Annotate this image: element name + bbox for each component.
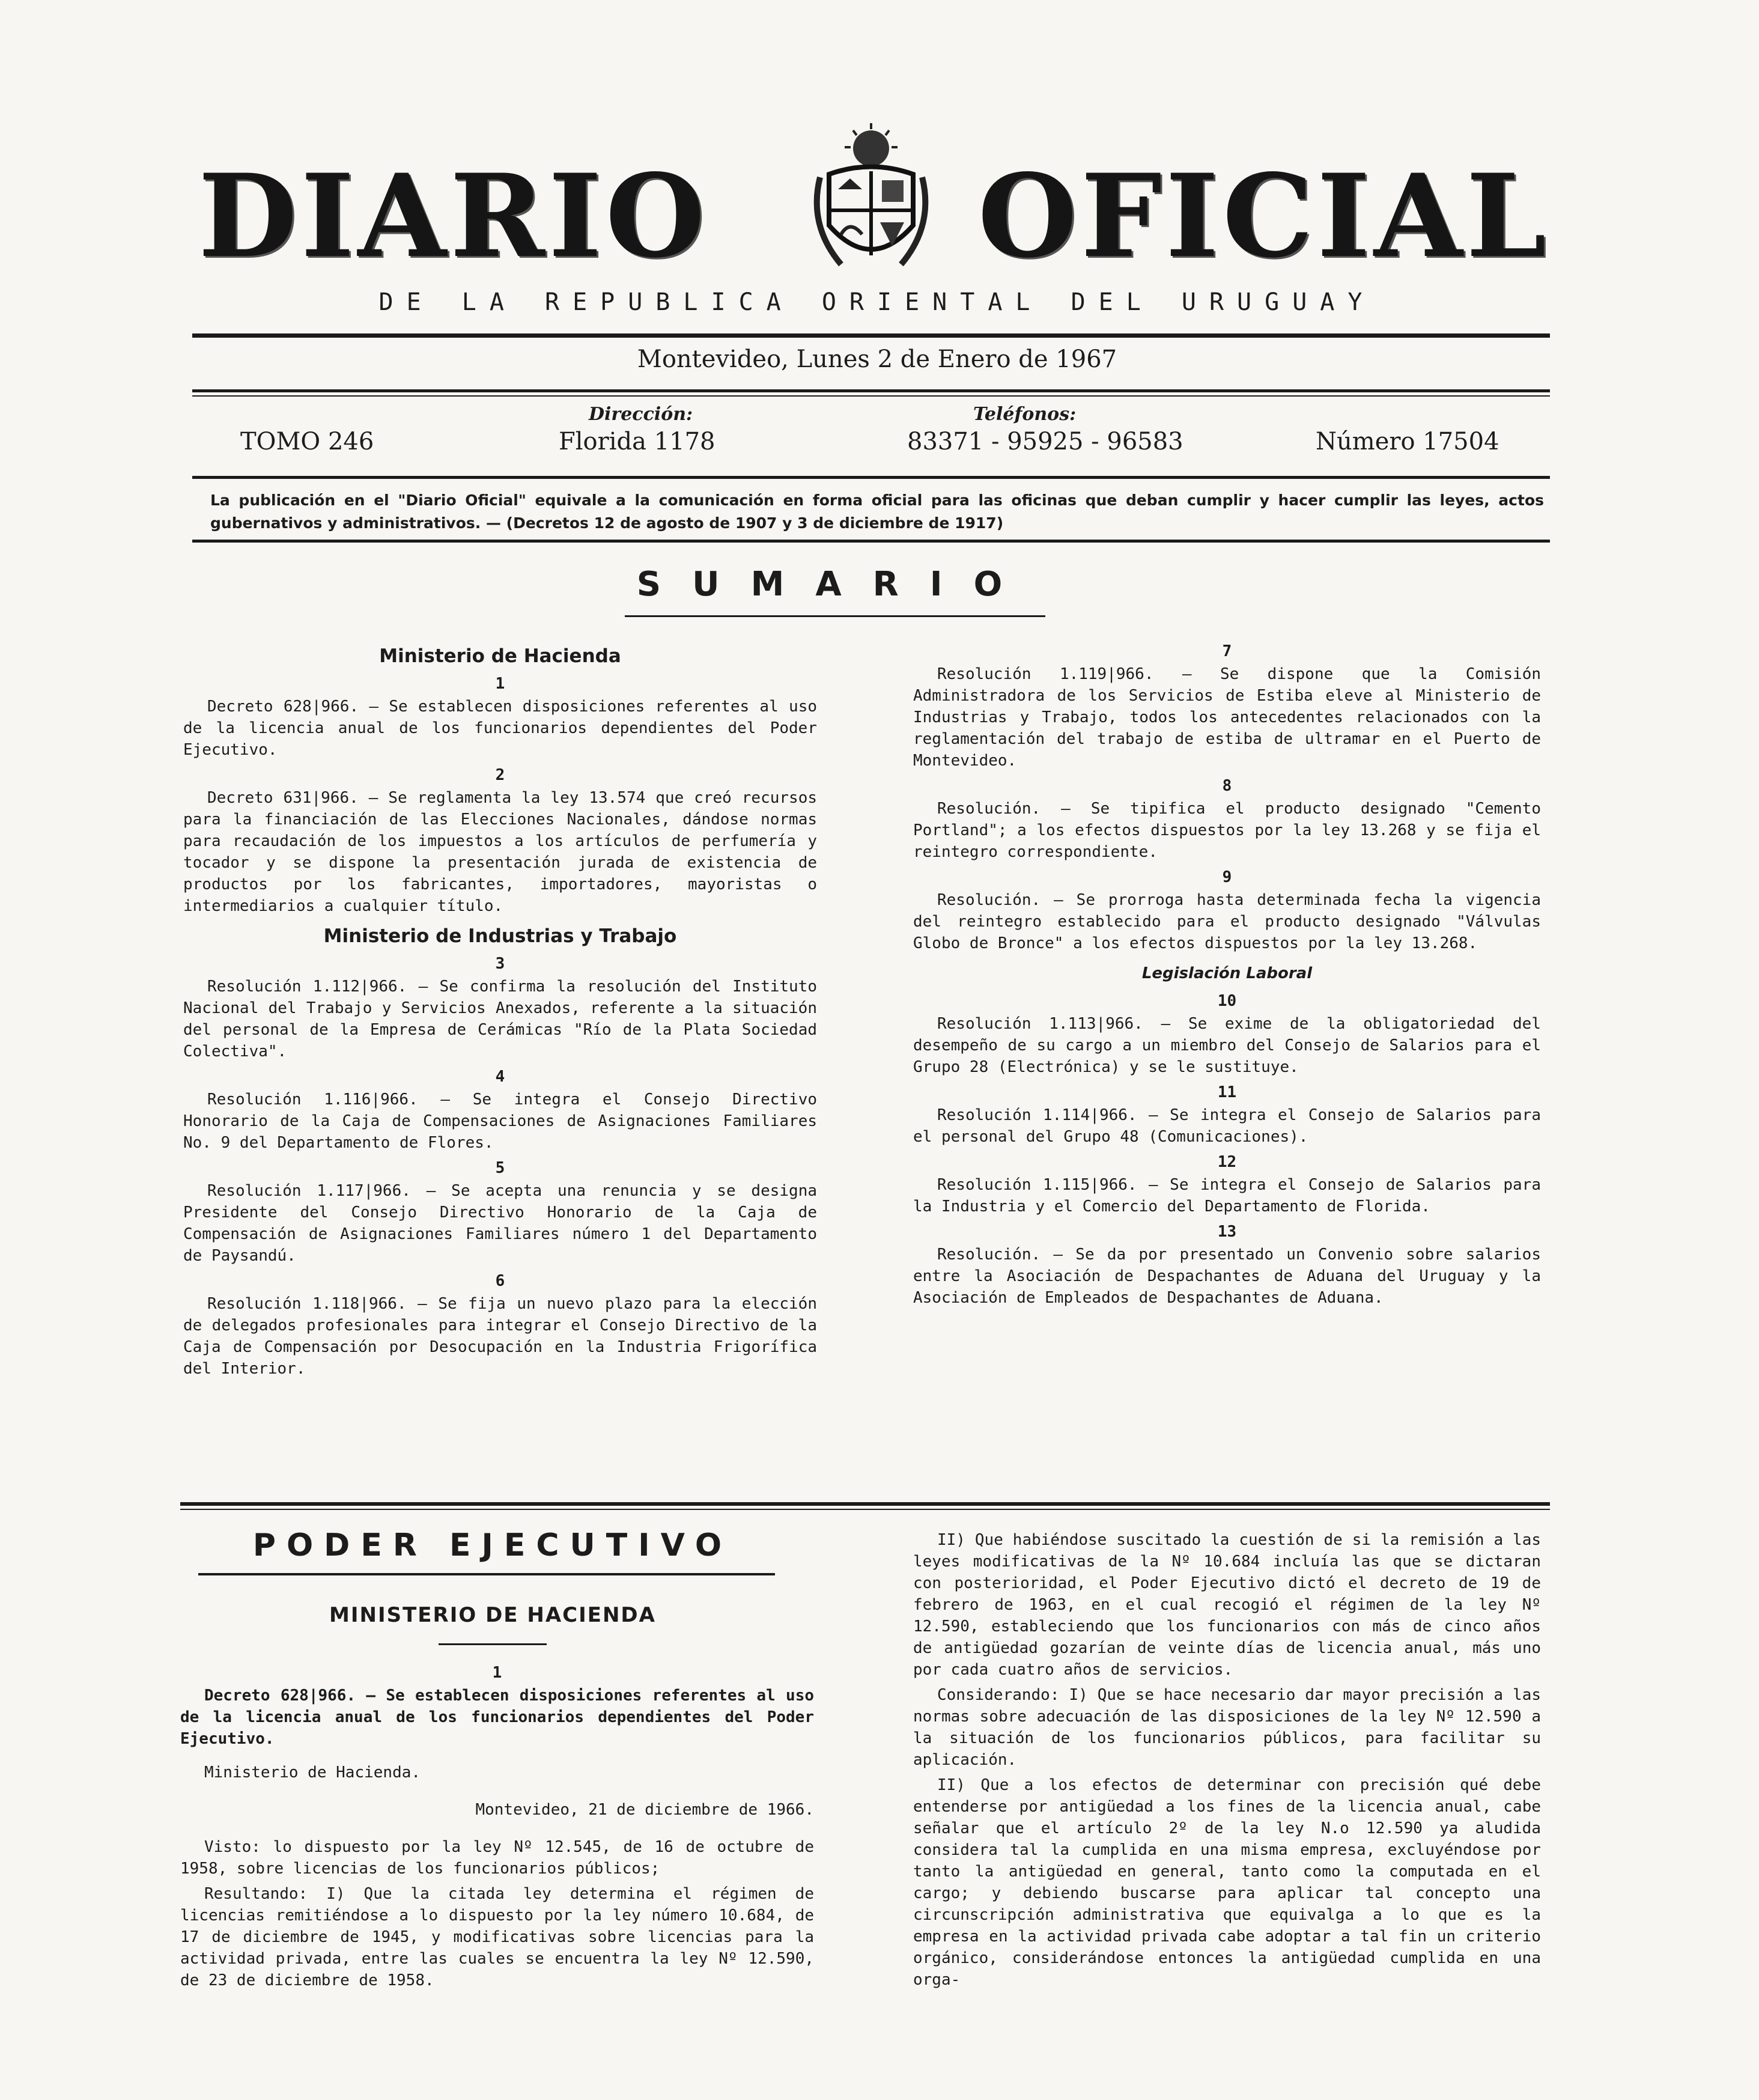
considerando-paragraph: Considerando: I) Que se hace necesario dar mayor precisión a las normas sobre adecuación de las disposiciones de la ley Nº 12.590 a la situación de los funcionarios públicos, para facilitar su aplicación. (913, 1686, 1541, 1769)
rule (198, 1573, 775, 1575)
ministry-line: Ministerio de Hacienda. (204, 1764, 421, 1782)
entry-number: 6 (495, 1272, 505, 1290)
visto-paragraph: Visto: lo dispuesto por la ley Nº 12.545, de 16 de octubre de 1958, sobre licencias de los funcionarios públicos; (180, 1838, 814, 1878)
entry-number: 10 (1217, 992, 1237, 1010)
rule (439, 1643, 547, 1645)
sumario-right-column (913, 637, 1541, 1312)
decree-left-column (180, 1658, 814, 1995)
place-date: Montevideo, 21 de diciembre de 1966. (475, 1801, 814, 1819)
sumario-title: SUMARIO (636, 565, 1034, 604)
sumario-entry: Resolución. — Se prorroga hasta determinada fecha la vigencia del reintegro establecido para el producto designado "Válvulas Globo de Bronce" a los efectos dispuestos por la ley 13.268. (913, 891, 1541, 952)
decree-right-column (913, 1529, 1541, 1994)
sumario-entry: Resolución. — Se tipifica el producto designado "Cemento Portland"; a los efectos dispuestos por la ley 13.268 y se fija el reintegro correspondiente. (913, 800, 1541, 861)
numero: Número 17504 (1316, 428, 1499, 455)
sumario-entry: Resolución 1.112|966. — Se confirma la resolución del Instituto Nacional del Trabajo y Servicios Anexados, referente a la situación del personal de la Empresa de Cerámicas "Río de la Plata Sociedad Colectiva". (183, 978, 817, 1061)
rule (180, 1502, 1550, 1506)
rule (192, 540, 1550, 543)
sumario-entry: Decreto 628|966. — Se establecen disposiciones referentes al uso de la licencia anual de los funcionarios dependientes del Poder Ejecutivo. (183, 698, 817, 759)
entry-number: 9 (1222, 868, 1232, 886)
sumario-entry: Resolución 1.114|966. — Se integra el Consejo de Salarios para el personal del Grupo 48 (Comunicaciones). (913, 1106, 1541, 1146)
legal-notice: La publicación en el "Diario Oficial" equivale a la comunicación en forma oficial para las oficinas que deban cumplir y hacer cumplir las leyes, actos gubernativos y administrativos. — (Decretos 12 de agosto de 1907 y 3 de diciembre de 1917) (210, 492, 1544, 532)
entry-number: 1 (495, 675, 505, 693)
direccion-label: Dirección: (589, 404, 693, 425)
entry-number: 1 (492, 1664, 502, 1682)
direccion: Florida 1178 (559, 428, 715, 455)
tomo: TOMO 246 (240, 428, 374, 455)
entry-number: 11 (1217, 1083, 1237, 1101)
masthead (198, 149, 1550, 283)
coat-of-arms-icon (805, 123, 937, 279)
entry-number: 12 (1217, 1153, 1237, 1171)
section-heading: Legislación Laboral (1141, 964, 1313, 982)
rule (180, 1509, 1550, 1510)
entry-number: 5 (495, 1159, 505, 1177)
telefonos-label: Teléfonos: (973, 404, 1077, 425)
sumario-entry: Resolución 1.115|966. — Se integra el Consejo de Salarios para la Industria y el Comercio del Departamento de Florida. (913, 1176, 1541, 1216)
sumario-entry: Resolución 1.113|966. — Se exime de la obligatoriedad del desempeño de su cargo a un miembro del Consejo de Salarios para el Grupo 28 (Electrónica) y se le sustituye. (913, 1015, 1541, 1076)
decree-summary: Decreto 628|966. — Se establecen disposiciones referentes al uso de la licencia anual de los funcionarios dependientes del Poder Ejecutivo. (180, 1687, 814, 1748)
resultando-ii-paragraph: II) Que habiéndose suscitado la cuestión de si la remisión a las leyes modificativas de la Nº 10.684 incluía las que se dictaran con posterioridad, el Poder Ejecutivo dictó el decreto de 19 de febrero de 1963, en el cual recogió el régimen de la ley Nº 12.590, estableciendo que los funcionarios con más de cinco años de antigüedad gozarían de veinte días de licencia anual, más uno por cada cuatro años de servicios. (913, 1531, 1541, 1679)
rule (192, 333, 1550, 338)
sumario-entry: Resolución 1.116|966. — Se integra el Consejo Directivo Honorario de la Caja de Compensaciones de Asignaciones Familiares No. 9 del Departamento de Flores. (183, 1091, 817, 1152)
rule (192, 476, 1550, 479)
ministerio-heading: MINISTERIO DE HACIENDA (329, 1603, 656, 1627)
sumario-entry: Decreto 631|966. — Se reglamenta la ley 13.574 que creó recursos para la financiación de las Elecciones Nacionales, dándose normas para recaudación de los impuestos a los artículos de perfumería y tocador y se dispone la presentación jurada de existencia de productos por los fabricantes, importadores, mayoristas o intermediarios a cualquier título. (183, 789, 817, 915)
section-heading: Ministerio de Hacienda (379, 645, 621, 667)
masthead-subtitle: DE LA REPUBLICA ORIENTAL DEL URUGUAY (378, 288, 1376, 316)
masthead-title-left: DIARIO (198, 149, 709, 283)
rule (625, 615, 1045, 617)
sumario-left-column (183, 637, 817, 1383)
sumario-entry: Resolución 1.118|966. — Se fija un nuevo plazo para la elección de delegados profesionales para integrar el Consejo Directivo de la Caja de Compensación por Desocupación en la Industria Frigorífica del Interior. (183, 1295, 817, 1378)
entry-number: 4 (495, 1068, 505, 1086)
telefonos: 83371 - 95925 - 96583 (907, 428, 1183, 455)
poder-ejecutivo-title: PODER EJECUTIVO (252, 1527, 733, 1563)
dateline: Montevideo, Lunes 2 de Enero de 1967 (637, 345, 1117, 373)
rule (192, 389, 1550, 392)
entry-number: 3 (495, 955, 505, 973)
sumario-entry: Resolución 1.119|966. — Se dispone que la Comisión Administradora de los Servicios de Estiba eleve al Ministerio de Industrias y Trabajo, todos los antecedentes relacionados con la reglamentación del trabajo de estiba de ultramar en el Puerto de Montevideo. (913, 665, 1541, 770)
rule (192, 395, 1550, 397)
entry-number: 8 (1222, 777, 1232, 795)
sumario-entry: Resolución 1.117|966. — Se acepta una renuncia y se designa Presidente del Consejo Directivo Honorario de la Caja de Compensación de Asignaciones Familiares número 1 del Departamento de Paysandú. (183, 1182, 817, 1265)
entry-number: 7 (1222, 642, 1232, 660)
masthead-title-right: OFICIAL (977, 149, 1550, 283)
resultando-paragraph: Resultando: I) Que la citada ley determina el régimen de licencias remitiéndose a lo dispuesto por la ley número 10.684, de 17 de diciembre de 1945, y modificativas sobre licencias para la actividad privada, entre las cuales se encuentra la ley Nº 12.590, de 23 de diciembre de 1958. (180, 1885, 814, 1989)
sumario-entry: Resolución. — Se da por presentado un Convenio sobre salarios entre la Asociación de Despachantes de Aduana del Uruguay y la Asociación de Empleados de Despachantes de Aduana. (913, 1246, 1541, 1307)
entry-number: 13 (1217, 1223, 1237, 1241)
section-heading: Ministerio de Industrias y Trabajo (323, 925, 677, 947)
entry-number: 2 (495, 766, 505, 784)
considerando-ii-paragraph: II) Que a los efectos de determinar con precisión qué debe entenderse por antigüedad a los fines de la licencia anual, cabe señalar que el artículo 2º de la ley N.o 12.590 ya aludida considera tal la cumplida en una misma empresa, excluyéndose por tanto la antigüedad en general, tanto como la computada en el cargo; y debiendo buscarse para aplicar tal concepto una circunscripción administrativa que equivalga a lo que es la empresa en la actividad privada cabe adoptar a tal fin un criterio orgánico, considerándose entonces la antigüedad cumplida en una orga- (913, 1776, 1541, 1989)
